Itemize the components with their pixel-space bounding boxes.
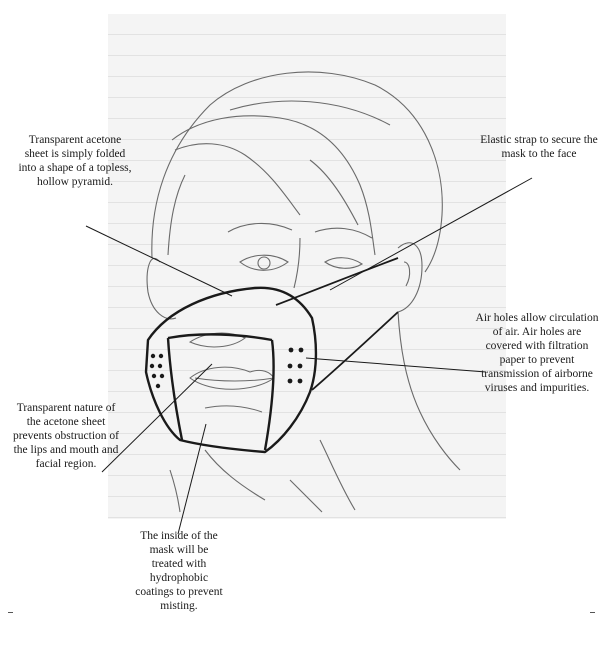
leader-sheet [86,226,232,296]
air-holes-left [150,354,164,388]
neck-left [205,450,265,500]
left-iris [258,257,270,269]
annotation-inside-coating: The inside of the mask will be treated with hydrophobic coatings to prevent misting. [135,530,223,612]
mask-outline [146,288,316,452]
strap-upper [276,258,398,305]
mask-fold-left [168,338,182,440]
jaw-shadow [170,470,180,512]
brow-ridge-left [175,144,300,215]
air-holes-right [288,348,304,384]
hairline [230,101,390,125]
temple-line [168,175,185,255]
right-ear-inner [404,262,410,286]
right-eye [325,258,362,269]
chin-crease [205,406,262,412]
annotation-elastic-strap: Elastic strap to secure the mask to the face [480,134,598,160]
skull-outline [152,72,442,272]
annotation-acetone-sheet: Transparent acetone sheet is simply folded into a shape of a topless, hollow pyramid. [18,134,132,188]
mask-fold-right [265,340,274,450]
annotation-transparent-nature: Transparent nature of the acetone sheet prevents obstruction of the lips and mouth and facial region. [12,402,120,470]
right-ear [398,243,422,312]
right-eyebrow [315,228,372,238]
annotation-air-holes: Air holes allow circulation of air. Air holes are covered with filtration paper to prevent transmission of airborne viruses and impurities. [475,312,599,394]
forehead-line [172,116,375,255]
lips [190,367,274,389]
strap-lower [312,312,398,390]
page-edge-mark-left [8,612,13,613]
neck-right [398,312,460,470]
leader-holes [306,358,486,372]
neck-front [290,480,322,512]
left-eyebrow [228,223,292,232]
head-sketch [147,72,460,512]
leader-strap [330,178,532,290]
brow-ridge-right [310,160,358,225]
nose-bridge [294,238,300,288]
neck-tendon [320,440,355,510]
mask-fold-top [168,334,272,340]
lip-line [195,378,274,381]
elastic-straps [276,258,398,390]
page-edge-mark-right [590,612,595,613]
